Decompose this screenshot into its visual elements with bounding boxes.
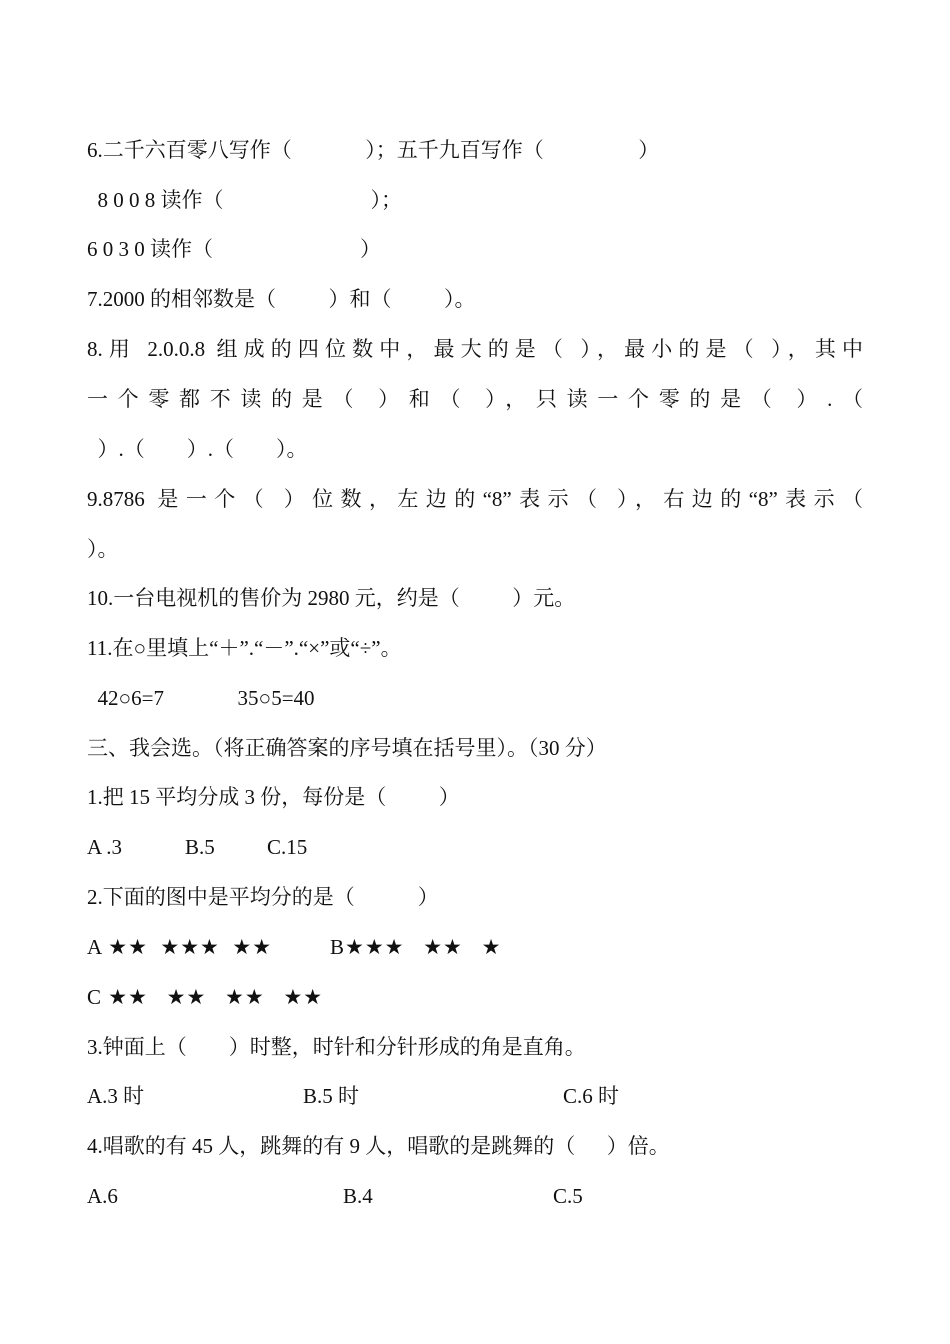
choice-3-option-a: A.3 时 — [87, 1084, 145, 1108]
question-6-line-1: 6.二千六百零八写作（ ）；五千九百写作（ ） — [87, 138, 660, 162]
question-8-line-3: ）.（ ）.（ ）。 — [87, 437, 308, 461]
choice-question-1: 1.把 15 平均分成 3 份，每份是（ ） — [87, 785, 460, 809]
choice-2-option-b: B★★★ ★★ ★ — [330, 935, 502, 959]
question-6-line-3: 6 0 3 0 读作（ ） — [87, 237, 381, 261]
section-3-heading: 三、我会选。（将正确答案的序号填在括号里）。（30 分） — [87, 736, 607, 760]
question-7: 7.2000 的相邻数是（ ）和（ ）。 — [87, 287, 476, 311]
question-10: 10.一台电视机的售价为 2980 元，约是（ ）元。 — [87, 586, 576, 610]
choice-1-option-c: C.15 — [267, 835, 308, 859]
question-8-line-1: 8.用 2.0.0.8 组成的四位数中，最大的是（ ），最小的是（ ），其中 — [87, 337, 863, 361]
choice-4-option-a: A.6 — [87, 1184, 118, 1208]
choice-question-4: 4.唱歌的有 45 人，跳舞的有 9 人，唱歌的是跳舞的（ ）倍。 — [87, 1134, 670, 1158]
choice-3-option-c: C.6 时 — [563, 1084, 620, 1108]
question-9-line-1: 9.8786 是一个（ ）位数，左边的“8”表示（ ），右边的“8”表示（ — [87, 487, 863, 511]
choice-question-3: 3.钟面上（ ）时整，时针和分针形成的角是直角。 — [87, 1035, 586, 1059]
choice-2-option-a: A ★★ ★★★ ★★ — [87, 935, 273, 959]
question-6-line-2: 8 0 0 8 读作（ ）； — [87, 188, 402, 212]
choice-1-option-a: A .3 — [87, 835, 123, 859]
choice-question-2: 2.下面的图中是平均分的是（ ） — [87, 885, 439, 909]
choice-1-option-b: B.5 — [185, 835, 215, 859]
choice-4-options — [87, 1183, 583, 1313]
choice-3-option-b: B.5 时 — [303, 1084, 360, 1108]
choice-4-option-c: C.5 — [553, 1184, 583, 1208]
choice-4-option-b: B.4 — [343, 1184, 373, 1208]
question-11: 11.在○里填上“＋”.“－”.“×”或“÷”。 — [87, 636, 402, 660]
question-11-expressions: 42○6=7 35○5=40 — [87, 686, 315, 710]
question-8-line-2: 一个零都不读的是（ ）和（ ），只读一个零的是（ ）.（ — [87, 387, 863, 411]
choice-2-option-c: C ★★ ★★ ★★ ★★ — [87, 985, 324, 1009]
question-9-line-2: ）。 — [87, 537, 119, 561]
